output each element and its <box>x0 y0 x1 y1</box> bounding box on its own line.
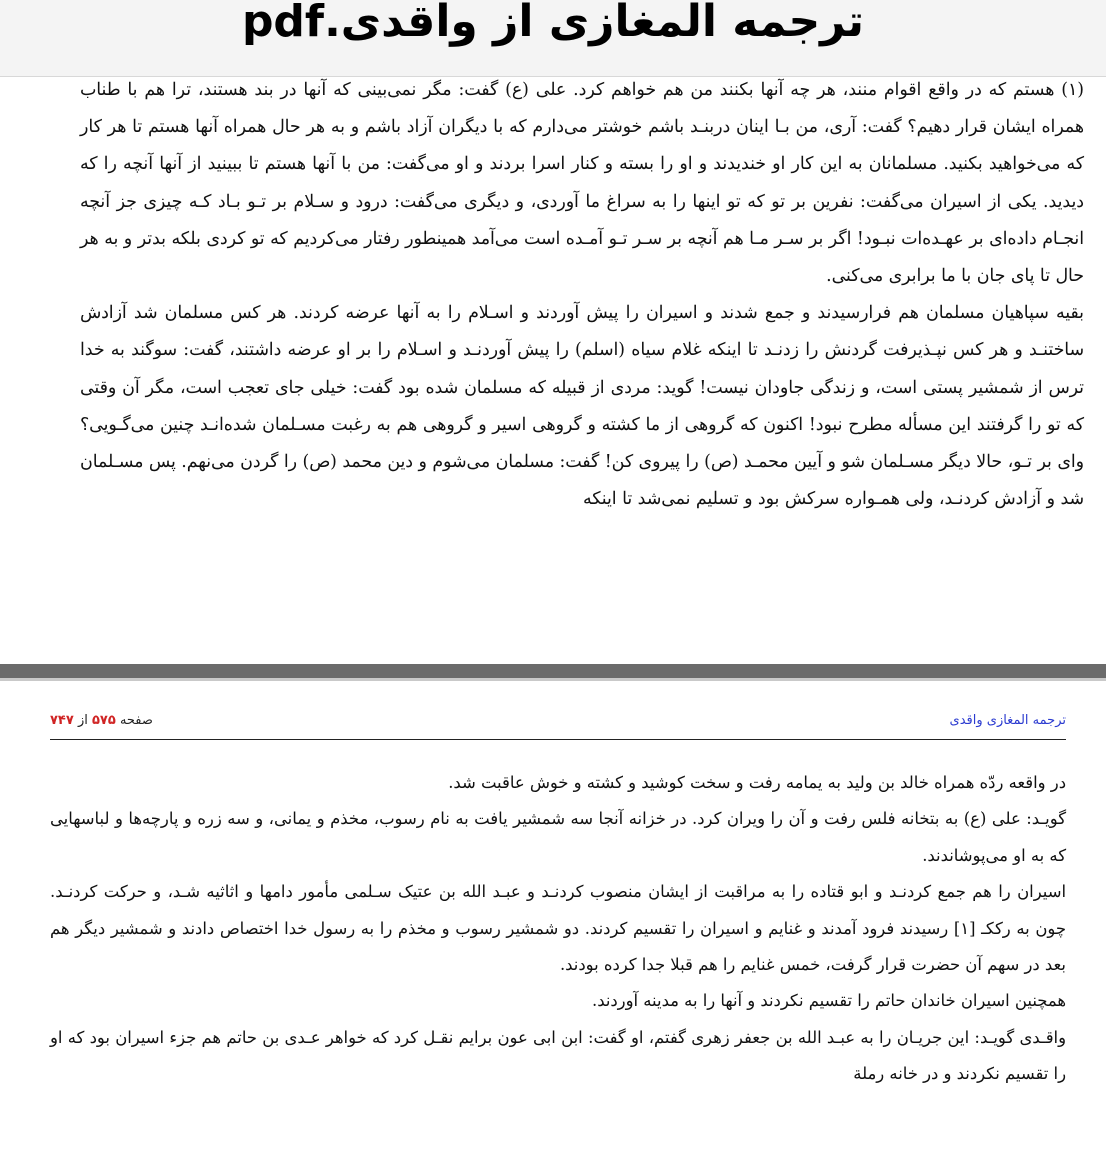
document-title: ترجمه المغازی از واقدی.pdf <box>241 0 865 47</box>
pdf-page-current <box>0 681 1106 1172</box>
page-total-number: ۷۴۷ <box>50 713 74 728</box>
paragraph: اسیران را هم جمع کردنـد و ابو قتاده را به مراقبت از ایشان منصوب کردنـد و عبـد الله بن عتیک سـلمی مأمور دامها و اثاثیه شـد، و حرکت کردنـد. چون به رککـ [۱] رسیدند فرود آمدند و غنایم و اسیران را تقسیم کردند. دو شمشیر رسوب و مخذم را به رسول خدا اختصاص دادند و شمشیر دیگر هم بعد در سهم آن حضرت قرار گرفت، خمس غنایم را هم قبلا جدا کرده بودند. <box>50 882 1066 975</box>
paragraph: گویـد: علی (ع) به بتخانه فلس رفت و آن را ویران کرد. در خزانه آنجا سه شمشیر یافت به نام رسوب، مخذم و یمانی، و سه زره و پارچه‌ها و لباسهایی که به او می‌پوشاندند. <box>50 809 1066 865</box>
viewer-title-bar <box>0 0 1106 77</box>
page-separator <box>0 664 1106 678</box>
page-word: صفحه <box>119 713 153 728</box>
page-current-number: ۵۷۵ <box>91 713 116 728</box>
paragraph: در واقعه ردّه همراه خالد بن ولید به یمامه رفت و سخت کوشید و کشته و خوش عاقبت شد. <box>448 773 1066 792</box>
running-header-book-title: ترجمه المغازی واقدی <box>949 713 1066 728</box>
page-body-text <box>50 765 1066 1093</box>
paragraph: بقیه سپاهیان مسلمان هم فرارسیدند و جمع شدند و اسیران را پیش آوردند و اسـلام را به آنها عرضه کردند. هر کس مسلمان شد آزادش ساختنـد و هر کس نپـذیرفت گردنش را زدنـد تا اینکه غلام سیاه (اسلم) را پیش آوردنـد و اسـلام را بر او عرضه داشتند، گفت: سوگند به خدا ترس از شمشیر پستی است، و زندگی جاودان نیست! گوید: مردی از قبیله که مسلمان شده بود گفت: خیلی جای تعجب است، مگر آن وقتی که تو را گرفتند این مسأله مطرح نبود! اکنون که گروهی از ما کشته و گروهی اسیر و گروهی هم به رغبت مسـلمان شده‌انـد چنین می‌گـویی؟ وای بر تـو، حالا دیگر مسـلمان شو و آیین محمـد (ص) را پیروی کن! گفت: مسلمان می‌شوم و دین محمد (ص) را گردن می‌نهم. پس مسـلمان شد و آزادش کردنـد، ولی همـواره سرکش بود و تسلیم نمی‌شد تا اینکه <box>80 303 1084 510</box>
page-body-text <box>80 72 1084 518</box>
paragraph: (۱) هستم که در واقع اقوام منند، هر چه آنها بکنند من هم خواهم کرد. علی (ع) گفت: مگر نمی‌بینی که آنها در بند هستند، ترا هم با طناب همراه ایشان قرار دهیم؟ گفت: آری، من بـا اینان دربنـد باشم خوشتر می‌دارم که با دیگران آزاد باشم و به هر حال همراه آنها هستم تا هر کار که می‌خواهید بکنید. مسلمانان به این کار او خندیدند و او را بسته و کنار اسرا بردند و او می‌گفت: من با آنها هستم تا ببینید از آنها آنچه را که دیدید. یکی از اسیران می‌گفت: نفرین بر تو که تو اینها را به سراغ ما آوردی، و دیگری می‌گفت: درود و سـلام بر تـو بـاد کـه چیزی جز آنچه انجـام داده‌ای بر عهـده‌ات نبـود! اگر بر سـر مـا هم آنچه بر سـر تـو آمـده است می‌آمد همینطور رفتار می‌کردیم که تو کردی بلکه بدتر و به هر حال تا پای جان با ما برابری می‌کنی. <box>80 80 1084 287</box>
paragraph: همچنین اسیران خاندان حاتم را تقسیم نکردند و آنها را به مدینه آوردند. <box>592 991 1066 1011</box>
paragraph: واقـدی گویـد: این جریـان را به عبـد الله بن جعفر زهری گفتم، او گفت: ابن ابی عون برایم نقـل کرد که خواهر عـدی بن حاتم هم جزء اسیران بود که او را تقسیم نکردند و در خانه رملة <box>50 1027 1066 1084</box>
pdf-page-previous <box>0 66 1106 664</box>
page-number-indicator <box>50 713 153 728</box>
page-of-word: از <box>77 713 88 728</box>
page-header <box>50 709 1066 740</box>
